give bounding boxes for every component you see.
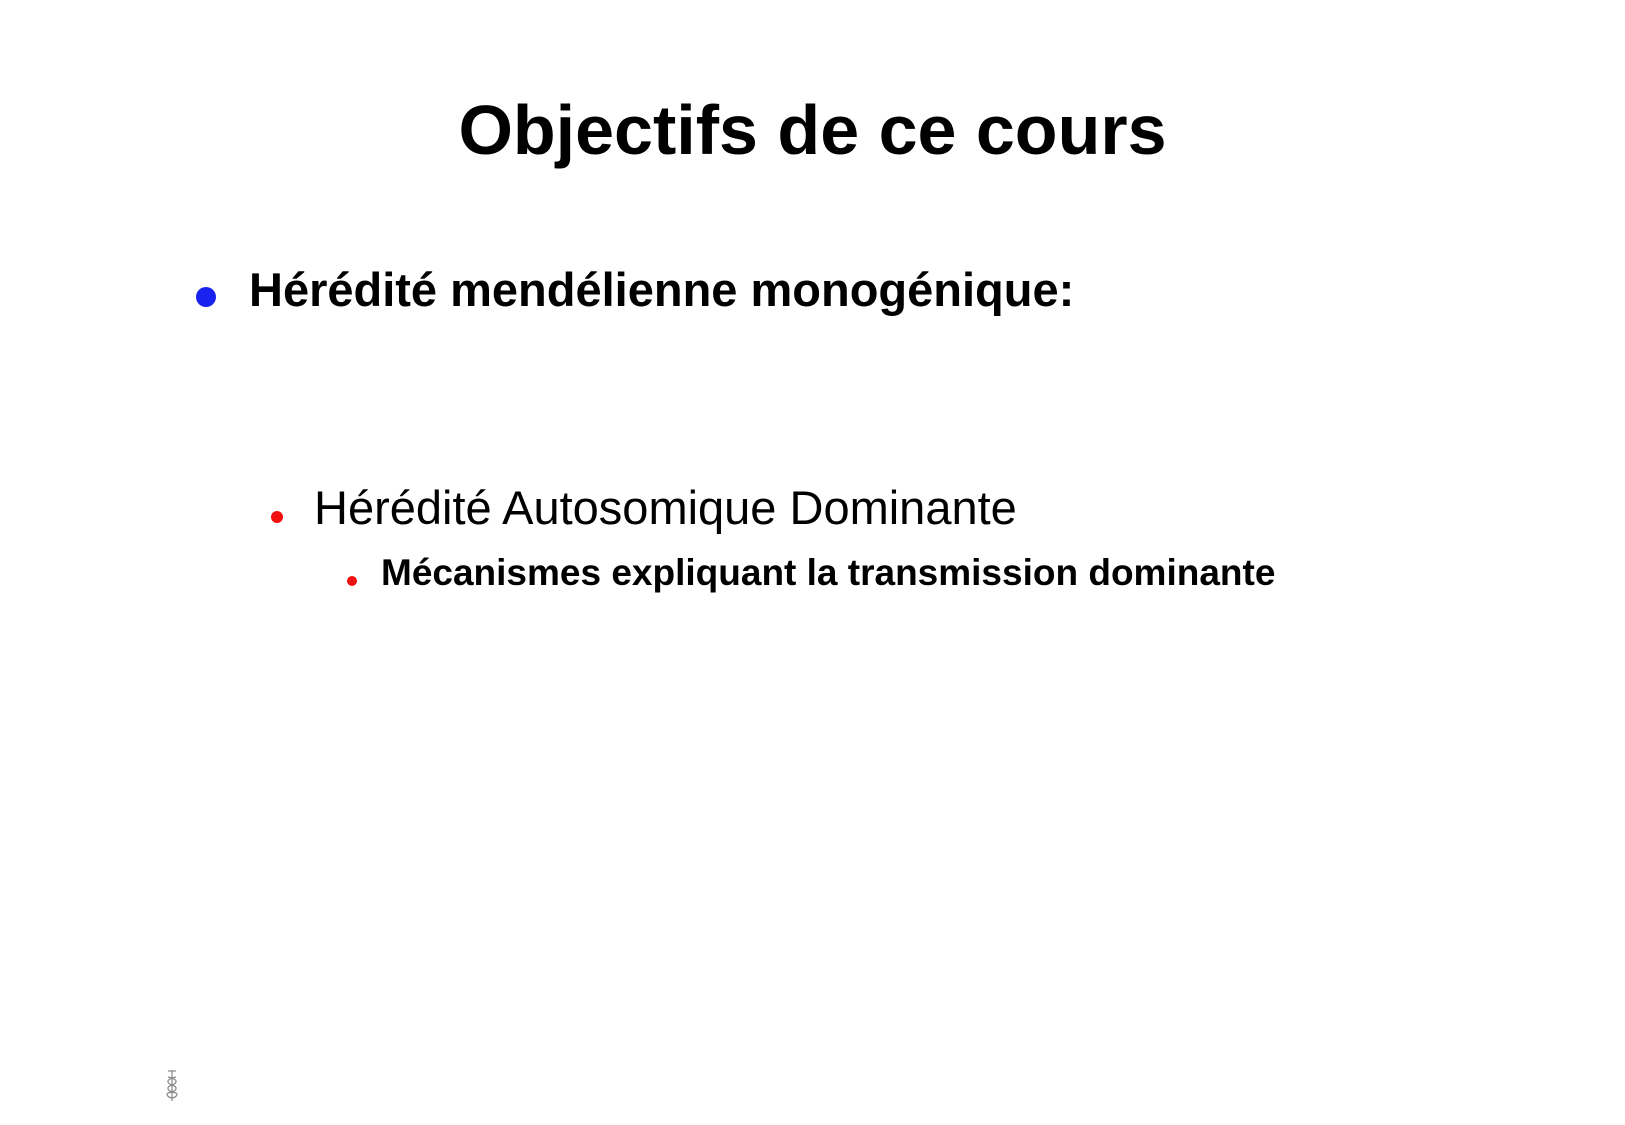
caduceus-icon	[164, 1068, 180, 1102]
slide-title: Objectifs de ce cours	[458, 91, 1167, 169]
bullet-dot-level2	[271, 511, 283, 523]
bullet-text-level3: Mécanismes expliquant la transmission dominante	[381, 552, 1276, 593]
bullet-dot-level3	[347, 576, 357, 586]
bullet-dot-level1	[196, 287, 216, 307]
bullet-text-level1: Hérédité mendélienne monogénique:	[249, 263, 1075, 316]
bullet-text-level2: Hérédité Autosomique Dominante	[314, 481, 1017, 534]
